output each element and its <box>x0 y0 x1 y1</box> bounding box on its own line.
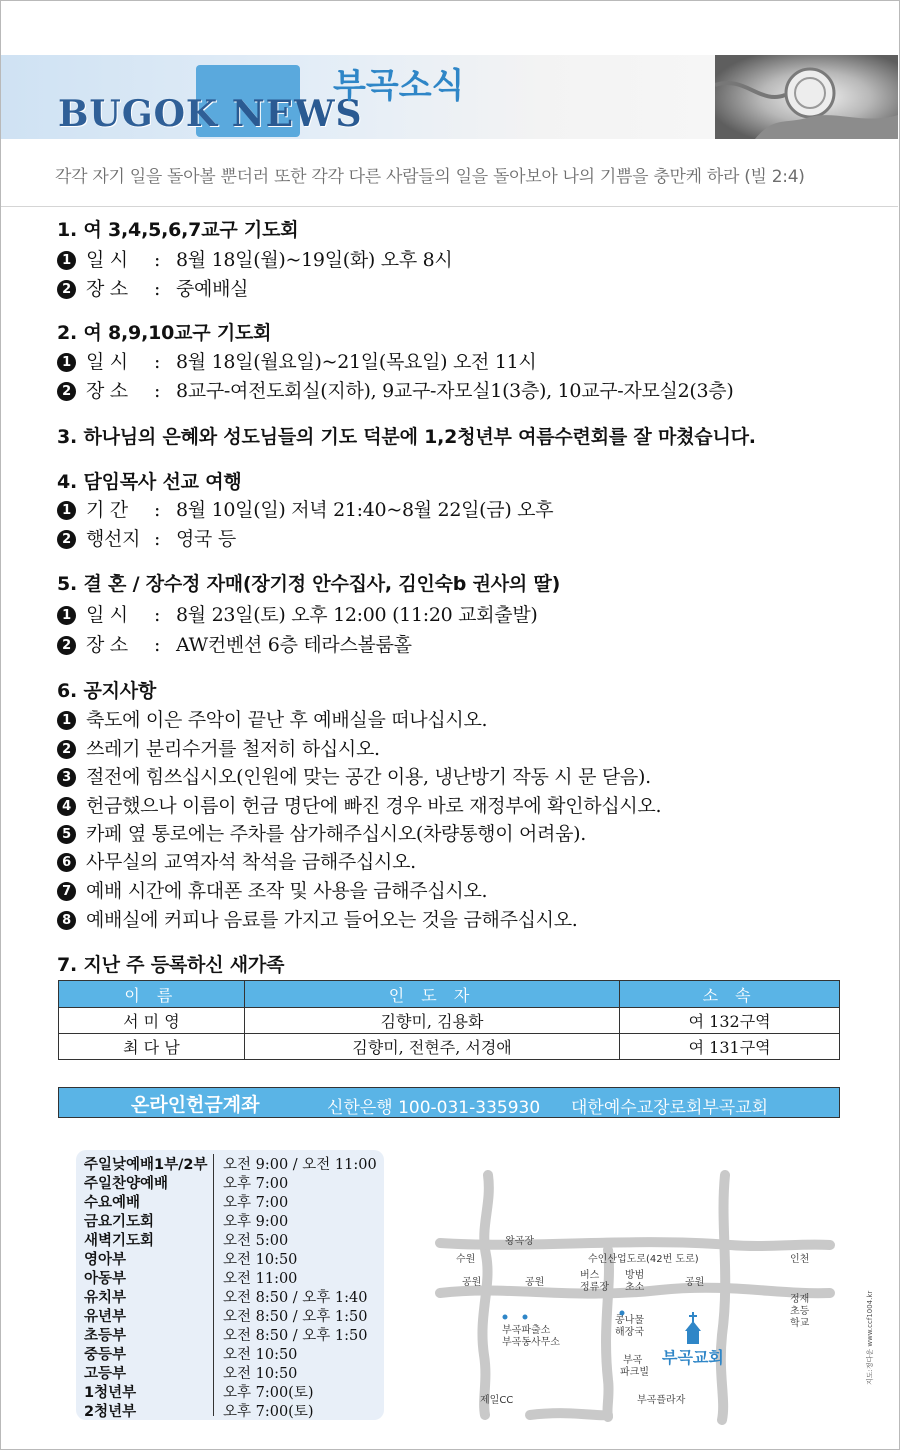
section-2-row-1 <box>57 347 536 374</box>
newsletter-title: 부곡소식 <box>333 66 465 106</box>
row-value: 영국 등 <box>176 528 236 550</box>
brand-logo <box>58 93 363 135</box>
section-5-title: 5. 결 혼 / 장수정 자매(장기정 안수집사, 김인숙b 권사의 딸) <box>57 573 561 595</box>
map-label: 정류장 <box>580 1282 609 1293</box>
section-4-row-2 <box>57 524 236 551</box>
schedule-row <box>76 1324 384 1343</box>
table-row <box>59 1034 840 1060</box>
table-cell: 여 132구역 <box>620 1008 840 1034</box>
service-time: 오전 11:00 <box>223 1271 298 1287</box>
schedule-row <box>76 1191 384 1210</box>
row-value: 8월 10일(일) 저녁 21:40~8월 22일(금) 오후 <box>176 499 554 521</box>
number-bullet: 8 <box>57 911 76 930</box>
row-colon: : <box>154 278 161 300</box>
map-label: 공원 <box>685 1277 705 1288</box>
church-location-map <box>430 1165 860 1425</box>
section-1-row-1 <box>57 245 452 272</box>
row-colon: : <box>154 249 161 271</box>
map-label: 버스 <box>580 1270 600 1281</box>
service-time: 오전 8:50 / 오후 1:50 <box>223 1328 368 1344</box>
service-name: 새벽기도회 <box>84 1233 155 1249</box>
table-cell: 최 다 남 <box>59 1034 245 1060</box>
notice-item <box>57 734 380 761</box>
service-name: 유치부 <box>84 1290 127 1306</box>
row-value: 중예배실 <box>176 278 249 300</box>
map-label: 부곡플라자 <box>637 1395 686 1406</box>
map-credit-text: 지도:정다운 www.ccf1004.kr <box>866 1290 874 1385</box>
notice-text: 예배실에 커피나 음료를 가지고 들어오는 것을 금해주십시오. <box>86 909 578 931</box>
service-time: 오전 10:50 <box>223 1366 298 1382</box>
section-5-row-1 <box>57 600 538 627</box>
number-bullet: 1 <box>57 251 76 270</box>
row-colon: : <box>154 380 161 402</box>
row-value: 8월 18일(월)~19일(화) 오후 8시 <box>176 249 453 271</box>
number-bullet: 3 <box>57 768 76 787</box>
map-label: 콩나물 <box>615 1315 644 1326</box>
row-label: 행선지 <box>86 528 141 550</box>
notice-text: 사무실의 교역자석 착석을 금해주십시오. <box>86 851 416 873</box>
online-offering-account-bar <box>58 1087 840 1118</box>
row-colon: : <box>154 604 161 626</box>
schedule-row <box>76 1362 384 1381</box>
service-name: 고등부 <box>84 1366 127 1382</box>
account-label: 온라인헌금계좌 <box>131 1094 260 1116</box>
section-1-title: 1. 여 3,4,5,6,7교구 기도회 <box>57 219 299 241</box>
service-time: 오전 10:50 <box>223 1252 298 1268</box>
section-5-row-2 <box>57 630 412 657</box>
map-label: 왕곡장 <box>505 1236 534 1247</box>
row-label: 장 소 <box>86 380 128 402</box>
row-value: 8교구-여전도회실(지하), 9교구-자모실1(3층), 10교구-자모실2(3층) <box>176 380 734 402</box>
schedule-row <box>76 1343 384 1362</box>
map-label: 학교 <box>790 1318 810 1329</box>
service-name: 아동부 <box>84 1271 127 1287</box>
number-bullet: 2 <box>57 280 76 299</box>
schedule-row <box>76 1305 384 1324</box>
service-name: 초등부 <box>84 1328 127 1344</box>
service-time: 오후 7:00 <box>223 1176 289 1192</box>
section-1-row-2 <box>57 274 248 301</box>
map-label: 파크빌 <box>620 1367 649 1378</box>
map-label: 공원 <box>462 1277 482 1288</box>
decorative-photo <box>715 55 898 139</box>
church-icon <box>685 1312 701 1344</box>
notice-text: 헌금했으나 이름이 헌금 명단에 빠진 경우 바로 재정부에 확인하십시오. <box>86 795 662 817</box>
map-credit <box>862 1260 876 1390</box>
worship-schedule-box <box>76 1150 384 1420</box>
notice-item <box>57 819 586 846</box>
service-name: 주일찬양예배 <box>84 1176 169 1192</box>
number-bullet: 2 <box>57 530 76 549</box>
service-name: 중등부 <box>84 1347 127 1363</box>
row-value: 8월 23일(토) 오후 12:00 (11:20 교회출발) <box>176 604 538 626</box>
schedule-row <box>76 1267 384 1286</box>
row-label: 일 시 <box>86 351 128 373</box>
brand-word-bugok: BUGOK <box>58 93 219 135</box>
schedule-row <box>76 1286 384 1305</box>
account-holder: 대한예수교장로회부곡교회 <box>571 1098 769 1118</box>
column-header-group: 소 속 <box>620 981 840 1008</box>
number-bullet: 5 <box>57 825 76 844</box>
row-label: 장 소 <box>86 278 128 300</box>
service-time: 오후 7:00(토) <box>223 1385 314 1401</box>
service-time: 오전 5:00 <box>223 1233 289 1249</box>
map-label: 정재 <box>790 1294 810 1305</box>
table-cell: 서 미 영 <box>59 1008 245 1034</box>
notice-text: 절전에 힘쓰십시오(인원에 맞는 공간 이용, 냉난방기 작동 시 문 닫음). <box>86 766 651 788</box>
number-bullet: 1 <box>57 606 76 625</box>
service-time: 오전 8:50 / 오후 1:40 <box>223 1290 368 1306</box>
new-family-table <box>58 980 840 1060</box>
section-4-title: 4. 담임목사 선교 여행 <box>57 471 242 493</box>
service-time: 오후 7:00(토) <box>223 1404 314 1420</box>
section-7-title: 7. 지난 주 등록하신 새가족 <box>57 954 285 976</box>
schedule-row <box>76 1172 384 1191</box>
map-label: 부곡 <box>623 1355 643 1366</box>
schedule-row <box>76 1210 384 1229</box>
section-6-title: 6. 공지사항 <box>57 680 157 702</box>
map-label: 공원 <box>525 1277 545 1288</box>
number-bullet: 7 <box>57 882 76 901</box>
notice-text: 축도에 이은 주악이 끝난 후 예배실을 떠나십시오. <box>86 709 488 731</box>
number-bullet: 2 <box>57 382 76 401</box>
notice-item <box>57 876 487 903</box>
map-label-church: 부곡교회 <box>662 1348 724 1367</box>
service-name: 주일낮예배1부/2부 <box>84 1157 208 1173</box>
row-colon: : <box>154 634 161 656</box>
map-label: 부곡동사무소 <box>502 1337 560 1348</box>
row-colon: : <box>154 528 161 550</box>
section-2-title: 2. 여 8,9,10교구 기도회 <box>57 322 272 344</box>
service-name: 수요예배 <box>84 1195 141 1211</box>
row-colon: : <box>154 499 161 521</box>
map-label: 인천 <box>790 1254 810 1265</box>
notice-item <box>57 762 651 789</box>
table-row <box>59 1008 840 1034</box>
location-dot-icon <box>620 1311 625 1316</box>
map-label: 초등 <box>790 1306 810 1317</box>
section-2-row-2 <box>57 376 733 403</box>
service-time: 오후 7:00 <box>223 1195 289 1211</box>
section-3-title: 3. 하나님의 은혜와 성도님들의 기도 덕분에 1,2청년부 여름수련회를 잘 마쳤습니다. <box>57 426 756 448</box>
table-header-row <box>59 981 840 1008</box>
map-label: 수원 <box>456 1254 476 1265</box>
map-label: 방범 <box>625 1270 645 1281</box>
map-label: 수인산업도로(42번 도로) <box>588 1254 699 1265</box>
location-dot-icon <box>503 1315 508 1320</box>
service-name: 1청년부 <box>84 1385 137 1401</box>
account-bank-number: 신한은행 100-031-335930 <box>327 1098 541 1118</box>
schedule-row <box>76 1381 384 1400</box>
service-time: 오전 10:50 <box>223 1347 298 1363</box>
row-value: AW컨벤션 6층 테라스볼룸홀 <box>176 634 412 656</box>
service-time: 오전 8:50 / 오후 1:50 <box>223 1309 368 1325</box>
service-name: 금요기도회 <box>84 1214 155 1230</box>
notice-item <box>57 905 578 932</box>
service-time: 오후 9:00 <box>223 1214 289 1230</box>
number-bullet: 4 <box>57 797 76 816</box>
map-label: 부곡파출소 <box>502 1325 551 1336</box>
column-header-name: 이 름 <box>59 981 245 1008</box>
row-label: 기 간 <box>86 499 128 521</box>
row-value: 8월 18일(월요일)~21일(목요일) 오전 11시 <box>176 351 537 373</box>
row-colon: : <box>154 351 161 373</box>
map-label: 초소 <box>625 1282 645 1293</box>
column-header-guide: 인 도 자 <box>244 981 619 1008</box>
number-bullet: 6 <box>57 853 76 872</box>
location-dot-icon <box>523 1315 528 1320</box>
row-label: 일 시 <box>86 604 128 626</box>
row-label: 일 시 <box>86 249 128 271</box>
row-label: 장 소 <box>86 634 128 656</box>
notice-item <box>57 847 416 874</box>
bible-verse: 각각 자기 일을 돌아볼 뿐더러 또한 각각 다른 사람들의 일을 돌아보아 나의 기쁨을 충만케 하라 (빌 2:4) <box>55 167 805 187</box>
number-bullet: 1 <box>57 353 76 372</box>
number-bullet: 1 <box>57 501 76 520</box>
table-cell: 김향미, 김용화 <box>244 1008 619 1034</box>
notice-text: 카페 옆 통로에는 주차를 삼가해주십시오(차량통행이 어려움). <box>86 823 587 845</box>
number-bullet: 1 <box>57 711 76 730</box>
notice-item <box>57 791 661 818</box>
service-name: 유년부 <box>84 1309 127 1325</box>
map-label: 제일CC <box>480 1395 514 1406</box>
brand-word-news: NEWS <box>231 93 363 135</box>
table-cell: 여 131구역 <box>620 1034 840 1060</box>
number-bullet: 2 <box>57 636 76 655</box>
service-time: 오전 9:00 / 오전 11:00 <box>223 1157 377 1173</box>
schedule-row <box>76 1153 384 1172</box>
schedule-row <box>76 1248 384 1267</box>
number-bullet: 2 <box>57 740 76 759</box>
notice-text: 쓰레기 분리수거를 철저히 하십시오. <box>86 738 380 760</box>
notice-item <box>57 705 487 732</box>
schedule-row <box>76 1400 384 1419</box>
service-name: 영아부 <box>84 1252 127 1268</box>
schedule-row <box>76 1229 384 1248</box>
map-label: 해장국 <box>615 1327 644 1338</box>
service-name: 2청년부 <box>84 1404 137 1420</box>
table-cell: 김향미, 전현주, 서경애 <box>244 1034 619 1060</box>
section-4-row-1 <box>57 495 553 522</box>
notice-text: 예배 시간에 휴대폰 조작 및 사용을 금해주십시오. <box>86 880 488 902</box>
